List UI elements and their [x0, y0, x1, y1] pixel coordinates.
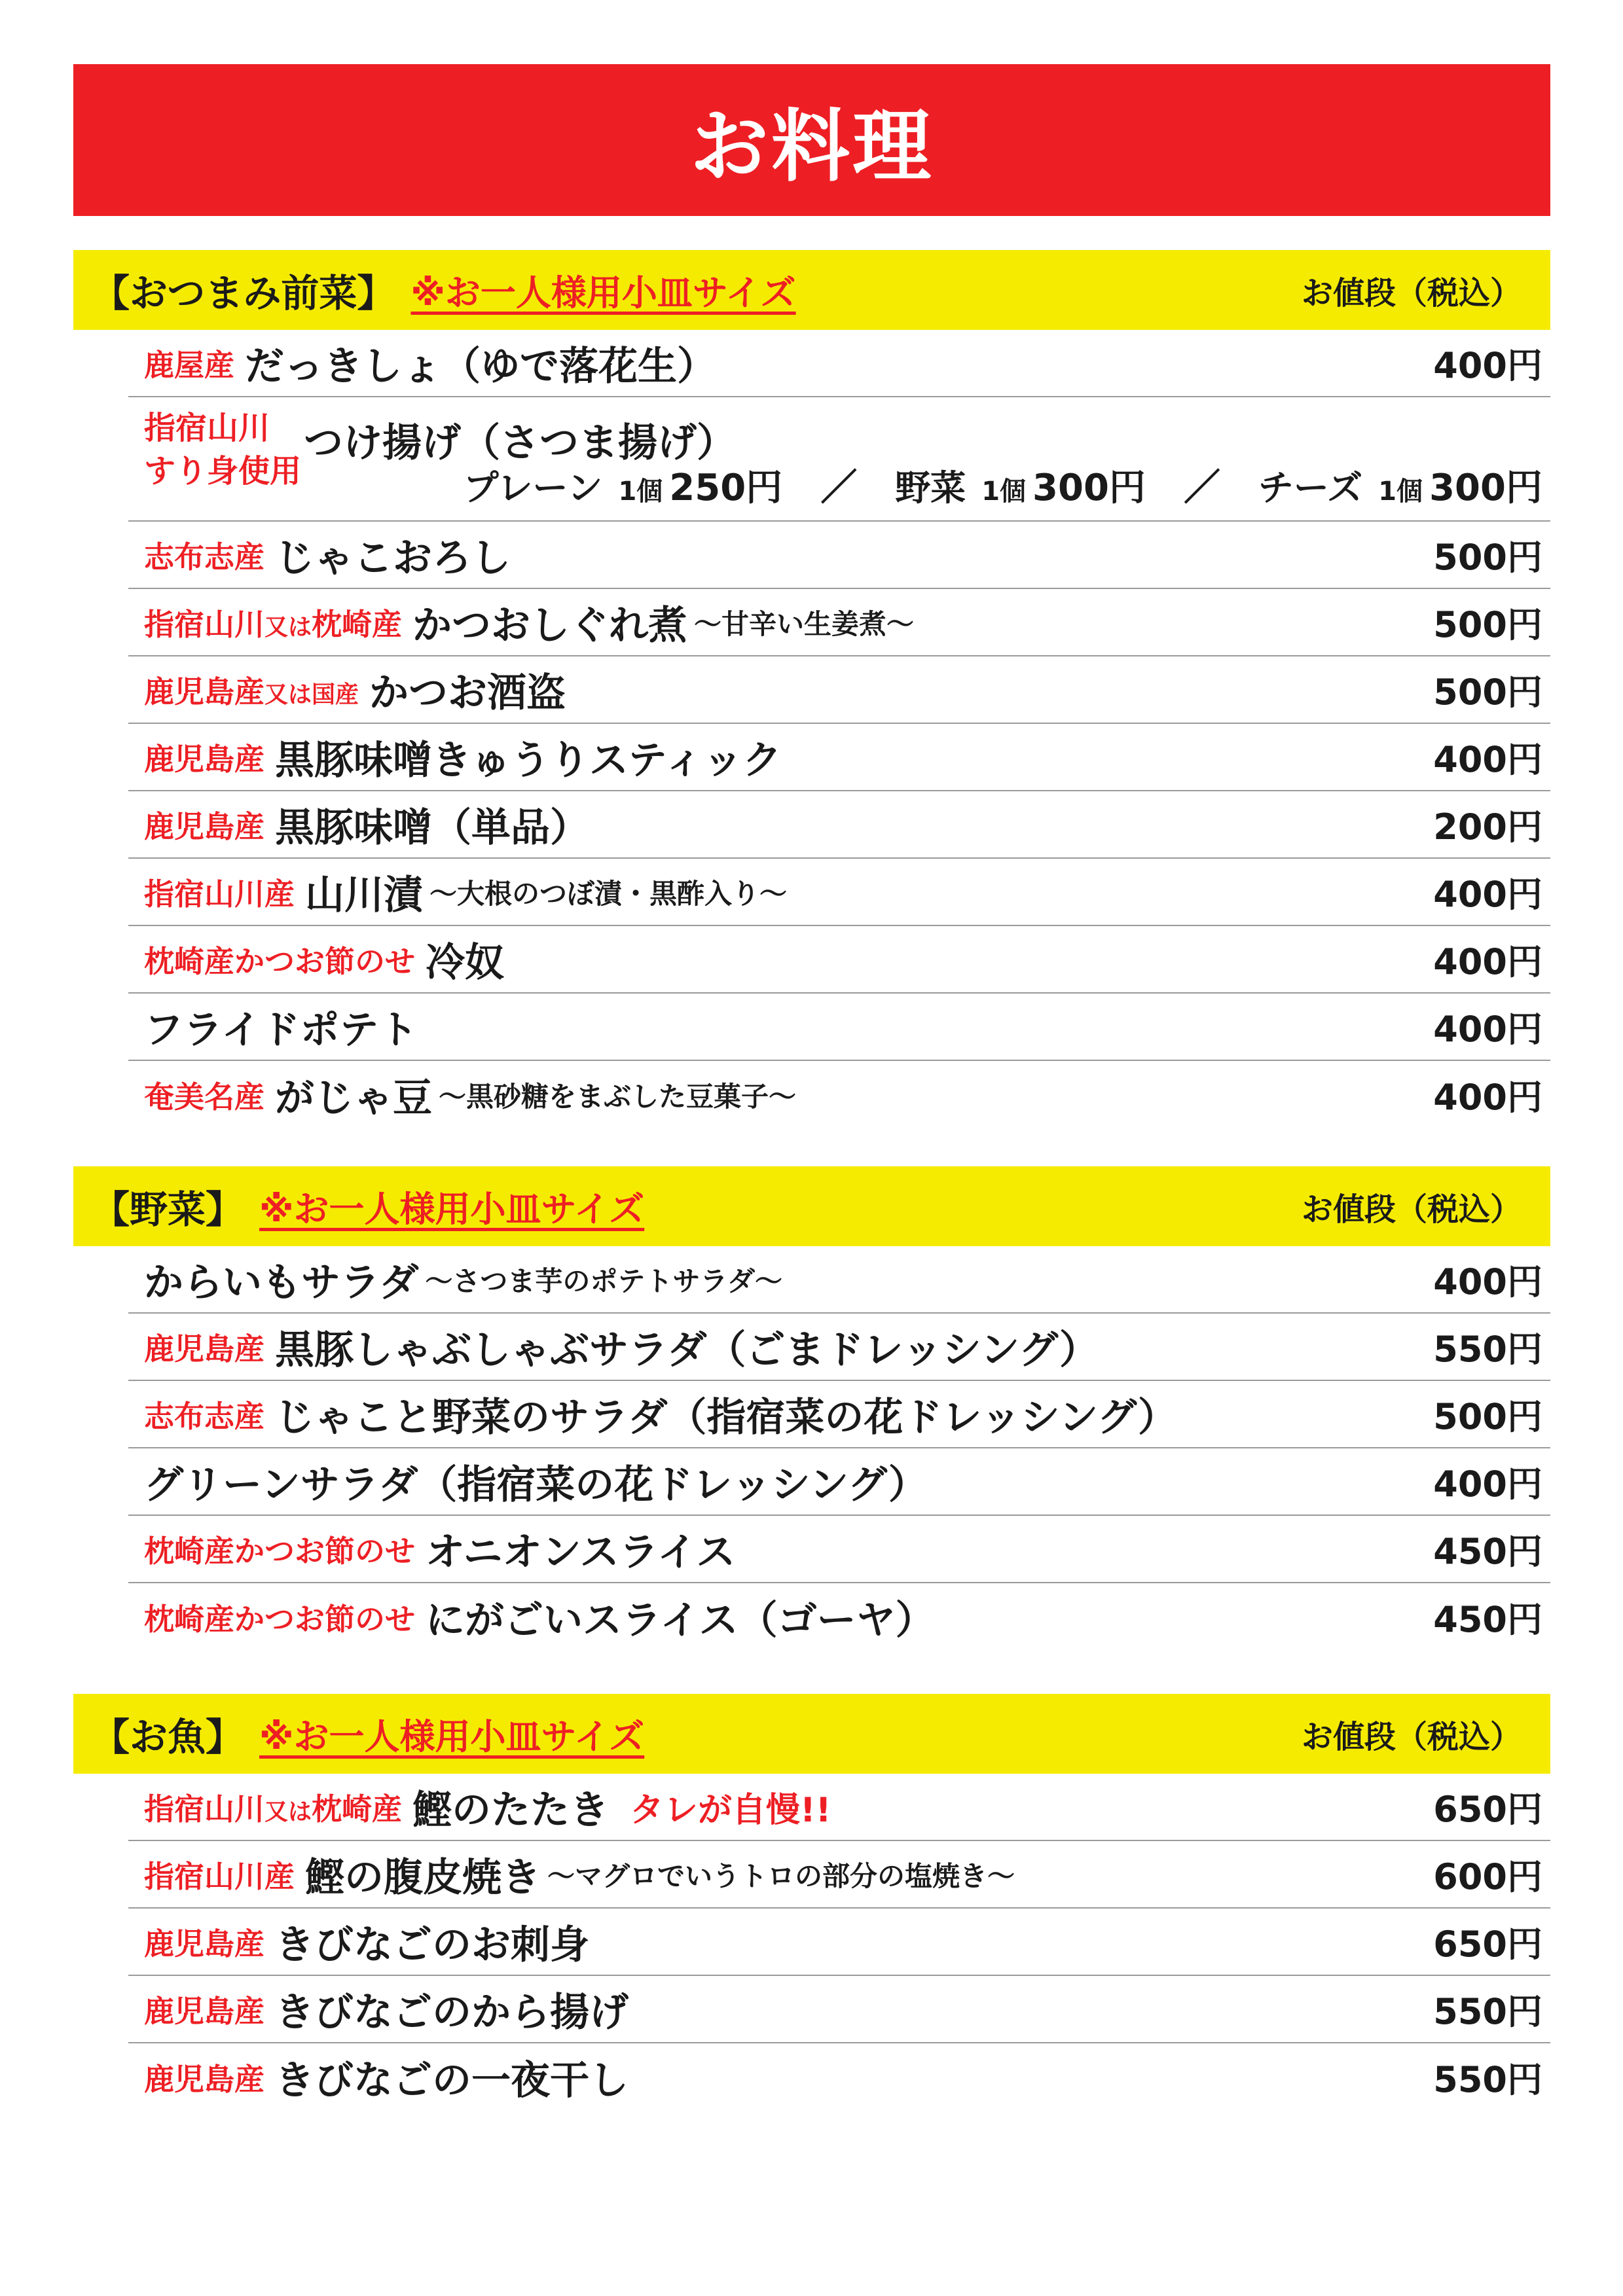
- item-description: ～甘辛い生姜煮～: [694, 607, 915, 640]
- menu-item: [128, 589, 1550, 656]
- item-origin: 鹿児島産: [144, 1331, 264, 1367]
- menu-item: [128, 1314, 1550, 1381]
- item-name: 山川漬: [305, 872, 423, 918]
- menu-item: [128, 522, 1550, 589]
- item-name: がじゃ豆: [275, 1075, 432, 1121]
- item-origin: 指宿山川又は枕崎産: [144, 606, 403, 642]
- menu-item: [128, 724, 1550, 791]
- section-vegetables: [73, 1166, 1550, 1651]
- item-origin: 鹿児島産: [144, 808, 264, 844]
- variant-unit: 1個: [1378, 476, 1423, 507]
- item-name: グリーンサラダ（指宿菜の花ドレッシング）: [144, 1462, 928, 1508]
- item-origin: 指宿山川又は枕崎産: [144, 1791, 403, 1827]
- variant-separator: ／: [1183, 467, 1220, 509]
- menu-item: [128, 330, 1550, 397]
- item-price: 400円: [1433, 739, 1542, 780]
- item-origin: 志布志産: [144, 1398, 264, 1434]
- menu-item: [128, 1976, 1550, 2043]
- item-name: きびなごのから揚げ: [275, 1989, 629, 2036]
- section-title: 【お魚】: [92, 1715, 244, 1759]
- item-price: 400円: [1433, 941, 1542, 982]
- item-name: じゃこと野菜のサラダ（指宿菜の花ドレッシング）: [275, 1394, 1177, 1441]
- item-name: かつおしぐれ煮: [412, 602, 688, 649]
- item-name: にがごいスライス（ゴーヤ）: [426, 1597, 935, 1643]
- menu-item: [128, 994, 1550, 1061]
- menu-item: [128, 656, 1550, 724]
- menu-item: [128, 791, 1550, 859]
- item-origin: 指宿山川産: [144, 876, 295, 912]
- item-origin: 枕崎産かつお節のせ: [144, 1533, 415, 1569]
- item-name: 黒豚しゃぶしゃぶサラダ（ごまドレッシング）: [275, 1327, 1099, 1373]
- item-name: つけ揚げ（さつま揚げ）: [304, 420, 736, 466]
- section-header: [73, 1166, 1550, 1246]
- variant-name: チーズ: [1258, 467, 1363, 509]
- item-name: 黒豚味噌（単品）: [275, 804, 589, 851]
- menu-item: [128, 1841, 1550, 1909]
- menu-item: [128, 859, 1550, 926]
- item-origin: 指宿山川産: [144, 1858, 295, 1894]
- item-price: 400円: [1433, 1077, 1542, 1118]
- item-name: 冷奴: [426, 939, 504, 986]
- menu-item: [128, 2043, 1550, 2111]
- item-name: フライドポテト: [144, 1007, 418, 1053]
- item-price: 550円: [1433, 1991, 1542, 2032]
- price-header: お値段（税込）: [1301, 1718, 1522, 1755]
- item-price: 400円: [1433, 345, 1542, 386]
- item-price: 500円: [1433, 604, 1542, 645]
- item-origin: 奄美名産: [144, 1079, 264, 1115]
- item-origin: 鹿児島産: [144, 741, 264, 777]
- item-price: 450円: [1433, 1531, 1542, 1572]
- page-title: お料理: [690, 101, 934, 192]
- item-price: 400円: [1433, 1261, 1542, 1302]
- item-origin-line1: 指宿山川: [144, 410, 270, 446]
- menu-item: [128, 926, 1550, 994]
- section-note: ※お一人様用小皿サイズ: [259, 1715, 645, 1757]
- item-name: きびなごのお刺身: [275, 1922, 589, 1968]
- item-description: ～大根のつぼ漬・黒酢入り～: [429, 877, 788, 910]
- menu-item: [128, 1774, 1550, 1841]
- section-title: 【おつまみ前菜】: [92, 271, 395, 315]
- section-note: ※お一人様用小皿サイズ: [259, 1188, 645, 1230]
- variant-price: 300円: [1429, 467, 1542, 509]
- item-price: 600円: [1433, 1856, 1542, 1897]
- item-price: 500円: [1433, 537, 1542, 578]
- variant-price: 300円: [1032, 467, 1146, 509]
- item-price: 200円: [1433, 806, 1542, 848]
- item-name: オニオンスライス: [426, 1529, 736, 1575]
- section-appetizers: [73, 250, 1550, 1128]
- item-price: 650円: [1433, 1924, 1542, 1965]
- item-price: 650円: [1433, 1789, 1542, 1830]
- item-name: 鰹の腹皮焼き: [305, 1854, 541, 1901]
- item-price: 400円: [1433, 1009, 1542, 1050]
- item-origin: 枕崎産かつお節のせ: [144, 1601, 415, 1637]
- variant-name: 野菜: [895, 467, 966, 509]
- title-bar: [73, 64, 1550, 216]
- item-origin: 志布志産: [144, 539, 264, 575]
- section-note: ※お一人様用小皿サイズ: [410, 272, 796, 314]
- menu-item: [128, 1583, 1550, 1651]
- item-name: だっきしょ（ゆで落花生）: [245, 343, 716, 389]
- item-name: きびなごの一夜干し: [275, 2057, 629, 2104]
- menu-item: [128, 1246, 1550, 1314]
- item-price: 550円: [1433, 2059, 1542, 2100]
- item-price: 550円: [1433, 1329, 1542, 1370]
- item-origin: 鹿屋産: [144, 347, 234, 383]
- item-price: 450円: [1433, 1599, 1542, 1640]
- item-price: 500円: [1433, 1396, 1542, 1437]
- item-description: ～さつま芋のポテトサラダ～: [425, 1265, 782, 1297]
- item-price: 400円: [1433, 874, 1542, 915]
- section-title: 【野菜】: [92, 1187, 244, 1232]
- price-header: お値段（税込）: [1301, 1191, 1522, 1228]
- item-name: じゃこおろし: [275, 535, 511, 581]
- section-fish: [73, 1694, 1550, 2111]
- variant-unit: 1個: [618, 476, 663, 507]
- section-header: [73, 250, 1550, 330]
- item-origin: 枕崎産かつお節のせ: [144, 943, 415, 979]
- item-origin-line2: すり身使用: [144, 453, 302, 490]
- item-variants: [464, 459, 1542, 511]
- item-origin: 鹿児島産: [144, 2061, 264, 2097]
- item-origin: 鹿児島産又は国産: [144, 673, 359, 709]
- menu-item: [128, 1516, 1550, 1583]
- item-price: 400円: [1433, 1463, 1542, 1505]
- menu-item-tsukeage: [128, 397, 1550, 522]
- variant-unit: 1個: [981, 476, 1027, 507]
- item-price: 500円: [1433, 672, 1542, 713]
- item-description: ～黒砂糖をまぶした豆菓子～: [439, 1080, 797, 1113]
- item-origin: 鹿児島産: [144, 1926, 264, 1962]
- item-name: かつお酒盗: [369, 670, 566, 716]
- item-tag: タレが自慢!!: [630, 1791, 831, 1830]
- section-header: [73, 1694, 1550, 1774]
- item-name: 鰹のたたき: [412, 1787, 610, 1833]
- price-header: お値段（税込）: [1301, 274, 1522, 312]
- item-name: からいもサラダ: [144, 1259, 419, 1306]
- menu-item: [128, 1448, 1550, 1516]
- variant-separator: ／: [820, 467, 858, 509]
- variant-name: プレーン: [463, 467, 603, 509]
- variant-price: 250円: [669, 467, 783, 509]
- menu-item: [128, 1061, 1550, 1128]
- item-origin: [144, 406, 301, 493]
- item-name: 黒豚味噌きゅうりスティック: [275, 737, 782, 783]
- menu-item: [128, 1909, 1550, 1976]
- item-description: ～マグロでいうトロの部分の塩焼き～: [547, 1859, 1015, 1892]
- item-origin: 鹿児島産: [144, 1993, 264, 2029]
- menu-item: [128, 1381, 1550, 1448]
